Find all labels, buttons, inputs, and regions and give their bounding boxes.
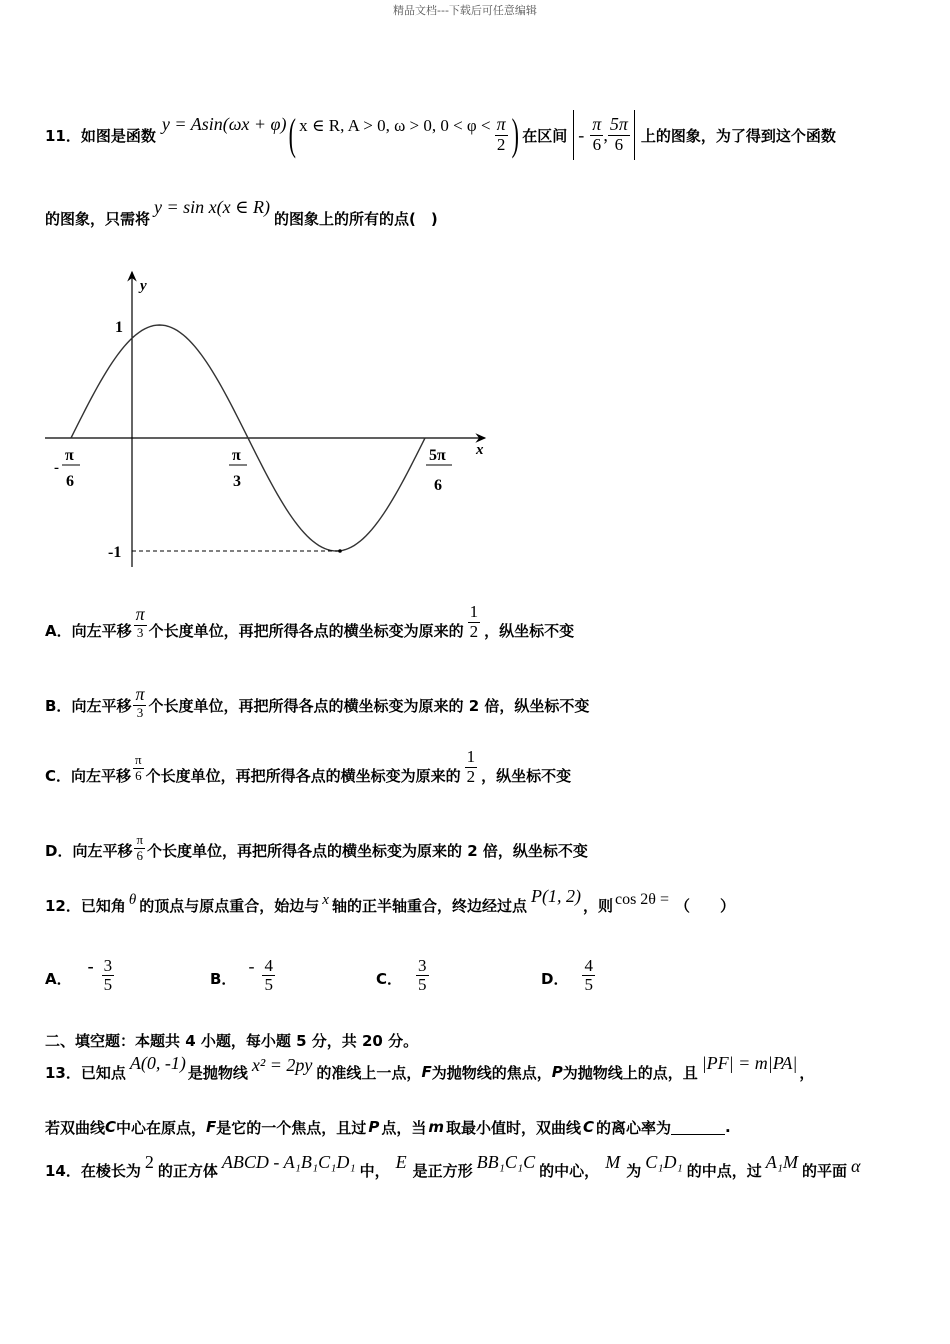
q11-text4: 的图象，只需将: [45, 209, 151, 228]
option-a-shift: $\frac{\pi}{3}$: [135, 604, 145, 641]
q11-option-a[interactable]: A． 向左平移 $\frac{\pi}{3}$ 个长度单位，再把所得各点的横坐标变为原来的 $\frac{1}{2}$ ，纵坐标不变: [45, 601, 575, 641]
xtick-c-den: 6: [434, 477, 442, 494]
q11-option-d[interactable]: D． 向左平移 $\frac{\pi}{6}$ 个长度单位，再把所得各点的横坐标变为原来的 2 倍，纵坐标不变: [45, 832, 588, 863]
q12-option-b[interactable]: B． - $\frac{4}{5}$: [210, 955, 273, 995]
q11-interval-a: $\frac{\pi}{6}$: [592, 114, 602, 155]
q11-function: y = Asin(ωx + φ): [161, 113, 287, 134]
xtick-b-num: π: [232, 447, 241, 464]
q11-text3: 上的图象，为了得到这个函数: [640, 126, 836, 145]
q12-option-d[interactable]: D． $\frac{4}{5}$: [541, 955, 593, 995]
q11-text2: 在区间: [522, 126, 568, 145]
min-point: [338, 549, 342, 553]
sine-graph: [40, 262, 500, 572]
ytick-1: 1: [115, 319, 123, 336]
q11-option-b[interactable]: B． 向左平移 $\frac{\pi}{3}$ 个长度单位，再把所得各点的横坐标变为原来的 2 倍，纵坐标不变: [45, 684, 590, 721]
q11-function2: y = sin x(x ∈ R): [154, 196, 270, 217]
option-c-scale: $\frac{1}{2}$: [466, 746, 476, 786]
q11-cond-fraction: $\frac{\pi}{2}$: [496, 114, 506, 155]
q13-line1: 13． 已知点 A(0, -1) 是抛物线 x² = 2py 的准线上一点， F 为抛物线的焦点， P 为抛物线上的点，且 |PF| = m|PA| ，: [45, 1052, 815, 1082]
option-a-scale: $\frac{1}{2}$: [469, 601, 479, 641]
q11-condition: x ∈ R, A > 0, ω > 0, 0 < φ <: [299, 116, 491, 135]
q11-number: 11．: [45, 126, 81, 145]
q12-option-a[interactable]: A． - $\frac{3}{5}$: [45, 955, 113, 995]
section-heading: 二、填空题：本题共 4 小题，每小题 5 分，共 20 分。: [45, 1032, 419, 1050]
option-c-shift: $\frac{\pi}{6}$: [135, 752, 142, 783]
option-b-shift: $\frac{\pi}{3}$: [135, 684, 145, 721]
xtick-c-num: 5π: [429, 447, 446, 464]
xtick-a-num: π: [65, 447, 74, 464]
x-axis-label: x: [476, 442, 484, 458]
q11-paren-open: (: [288, 110, 296, 159]
q11-text1: 如图是函数: [80, 126, 156, 145]
q12-option-c[interactable]: C． $\frac{3}{5}$: [376, 955, 427, 995]
ytick-neg1: -1: [108, 544, 122, 561]
q11-text5: 的图象上的所有的点( ): [273, 209, 438, 228]
xtick-a-sign: -: [54, 460, 59, 476]
q11-interval-b: $\frac{5\pi}{6}$: [609, 114, 628, 155]
q13-line2: 若双曲线 C 中心在原点， F 是它的一个焦点，且过 P 点，当 m 取最小值时，双曲线 C 的离心率为 .: [45, 1118, 731, 1137]
q12-line: 12． 已知角 θ 的顶点与原点重合，始边与 x 轴的正半轴重合，终边经过点 P(1, 2) ，则 cos 2θ = （ ）: [45, 885, 735, 915]
q14-line: 14． 在棱长为 2 的正方体 ABCD - A₁B₁C₁D₁ 中， E 是正方形 BB₁C₁C 的中心， M 为 C₁D₁ 的中点，过 A₁M 的平面 α: [45, 1151, 861, 1180]
y-axis-label: y: [140, 278, 147, 294]
q11-paren-close: ): [511, 110, 519, 159]
xtick-a-den: 6: [66, 473, 74, 490]
answer-blank[interactable]: [671, 1120, 725, 1135]
q11-line1: [45, 100, 836, 170]
q11-option-c[interactable]: C． 向左平移 $\frac{\pi}{6}$ 个长度单位，再把所得各点的横坐标变为原来的 $\frac{1}{2}$ ，纵坐标不变: [45, 746, 572, 786]
q11-line2: [45, 198, 438, 238]
option-d-shift: $\frac{\pi}{6}$: [136, 832, 144, 863]
page-header: 精品文档---下载后可任意编辑: [393, 4, 537, 17]
xtick-b-den: 3: [233, 473, 241, 490]
q11-interval: - $\frac{\pi}{6}$ , $\frac{5\pi}{6}$: [573, 110, 635, 160]
